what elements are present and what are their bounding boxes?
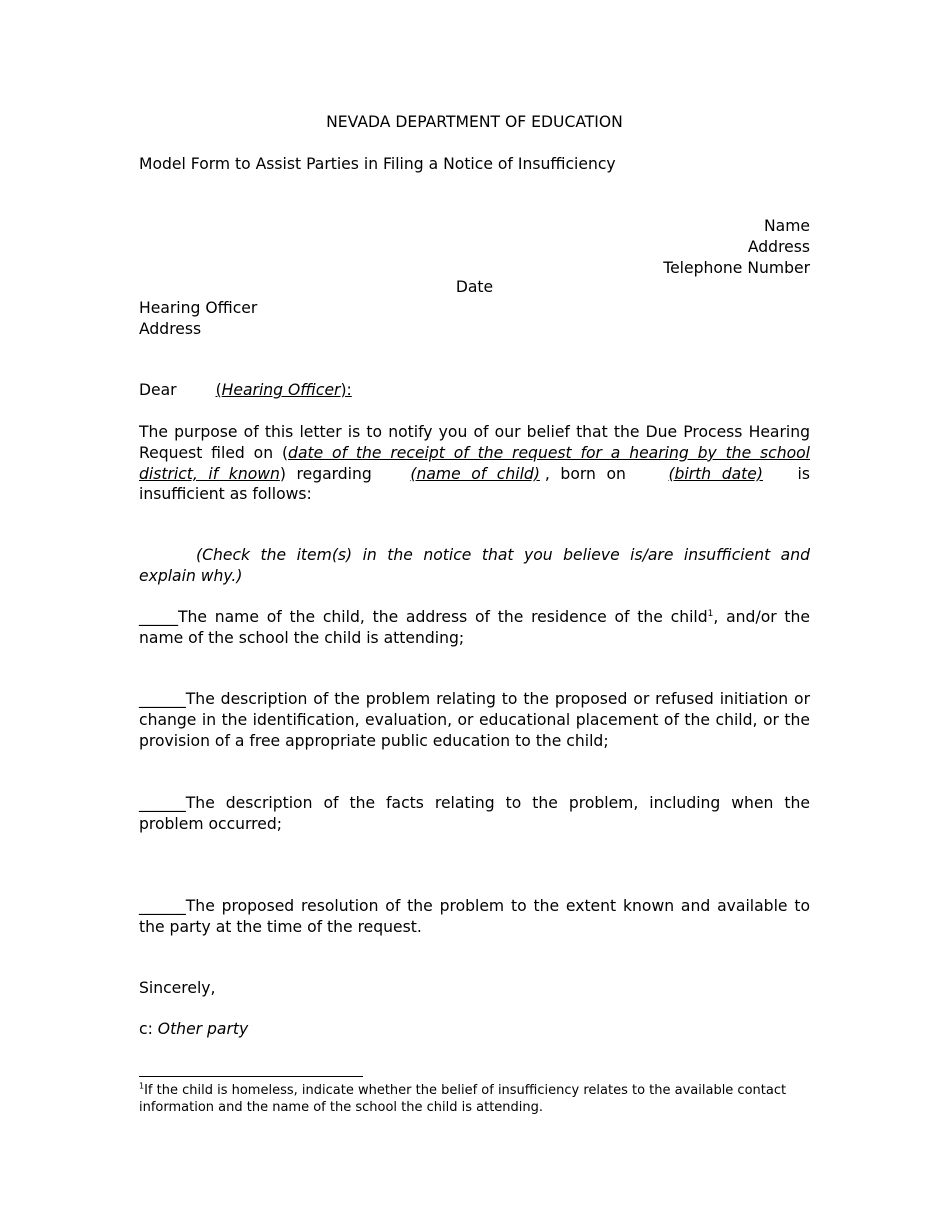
closing: Sincerely, [139, 979, 216, 997]
check-blank[interactable]: _____ [139, 608, 178, 626]
footnote-text: If the child is homeless, indicate whether the belief of insufficiency relates to the available contact information and the name of the school the child is attending. [139, 1083, 787, 1115]
recipient-address: Address [139, 319, 202, 338]
checklist-item: ______The description of the problem relating to the proposed or refused initiation or change in the identification, evaluation, or educational placement of the child, or the provision of a free appropriate public education to the child; [139, 690, 810, 750]
salutation-close: ): [340, 381, 352, 399]
footnote [139, 1082, 810, 1116]
purpose-part4: is insufficient as follows: [139, 464, 810, 504]
purpose-part3: , born on [544, 464, 637, 483]
sender-name: Name [763, 217, 810, 235]
cc-line: c: Other party [139, 1020, 249, 1038]
purpose-part2: ) regarding [279, 464, 383, 483]
check-blank[interactable]: ______ [139, 690, 186, 708]
date-line: Date [455, 278, 494, 296]
footnote-divider [139, 1076, 363, 1077]
checklist-item: _____The name of the child, the address of the residence of the child$^1$, and/or the name of the school the child is attending; [139, 608, 810, 647]
form-title: Model Form to Assist Parties in Filing a Notice of Insufficiency [139, 155, 616, 173]
salutation-dear: Dear [139, 381, 177, 399]
recipient-block [139, 298, 810, 340]
footnote-marker: 1 [139, 1081, 145, 1091]
checklist-item: ______The proposed resolution of the problem to the extent known and available to the party at the time of the request. [139, 897, 810, 936]
salutation-hearing-officer: Hearing Officer [221, 381, 341, 399]
checklist-item: ______The description of the facts relating to the problem, including when the problem occurred; [139, 794, 810, 833]
sender-phone: Telephone Number [663, 258, 810, 277]
recipient-title: Hearing Officer [139, 299, 258, 317]
purpose-part1: The purpose of this letter is to notify you of our belief that the Due Process Hearing Request filed on ( [139, 423, 810, 462]
footnote-ref: 1 [707, 608, 714, 619]
name-of-child-field: (name of child) [410, 464, 540, 483]
sender-address: Address [747, 237, 810, 256]
check-blank[interactable]: ______ [139, 897, 186, 915]
date-receipt-field: date of the receipt of the request for a hearing by the school district, if known [139, 443, 810, 483]
purpose-paragraph [139, 422, 810, 505]
agency-heading: NEVADA DEPARTMENT OF EDUCATION [326, 113, 623, 131]
instruction-text: (Check the item(s) in the notice that you believe is/are insufficient and explain why.) [139, 546, 810, 585]
sender-block [139, 216, 810, 278]
salutation [139, 380, 810, 401]
salutation-paren: ( [215, 381, 222, 399]
birth-date-field: (birth date) [668, 464, 763, 483]
check-blank[interactable]: ______ [139, 794, 186, 812]
